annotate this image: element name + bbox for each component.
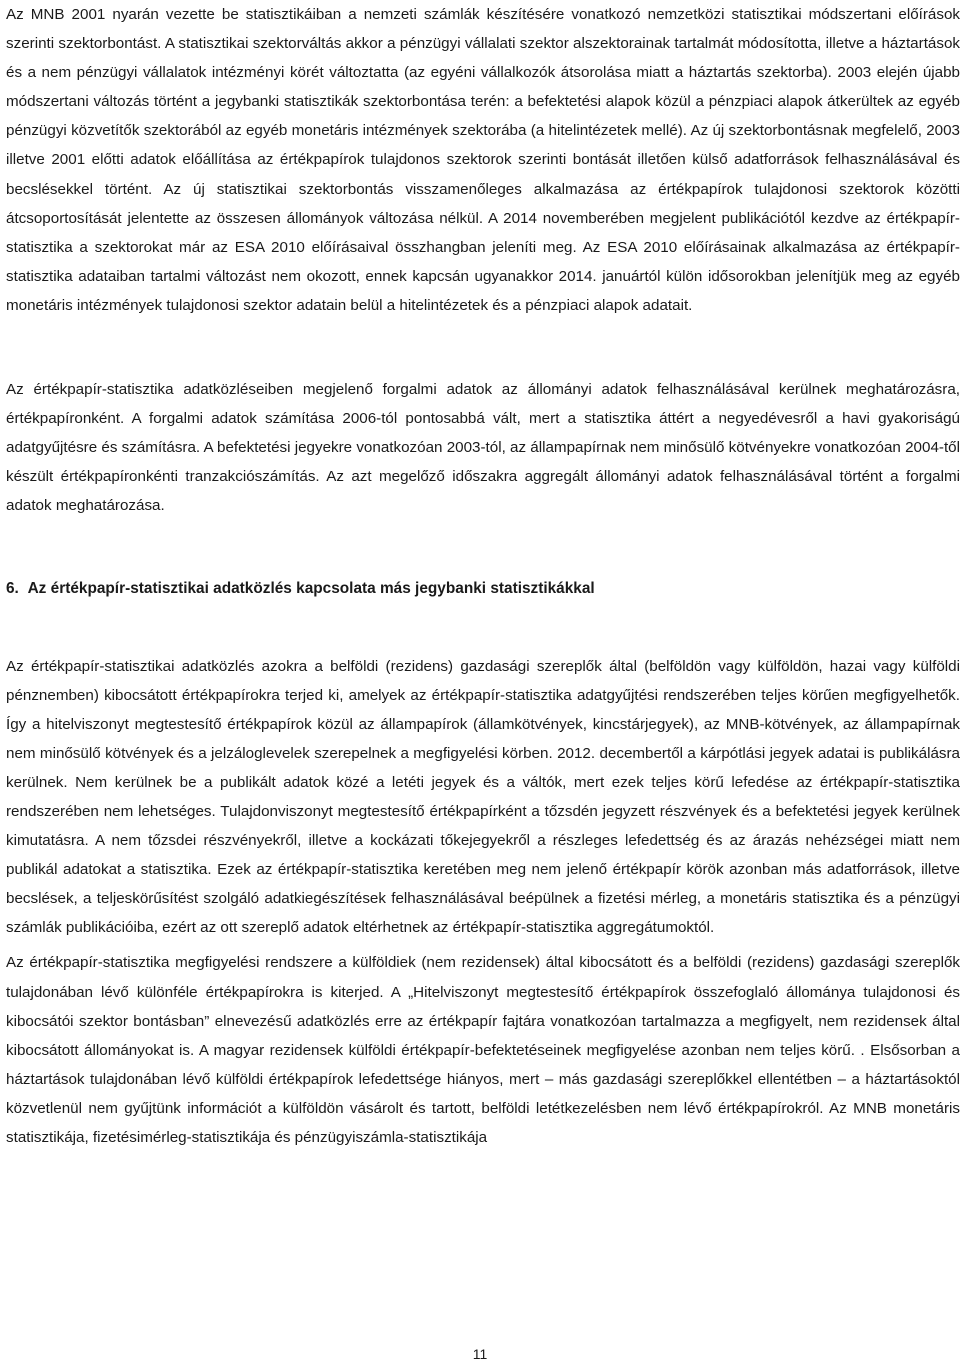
section-heading	[6, 574, 960, 603]
section-number: 6.	[6, 579, 19, 597]
section-title: Az értékpapír-statisztikai adatközlés kapcsolata más jegybanki statisztikákkal	[27, 579, 595, 597]
paragraph-sector-classification: Az MNB 2001 nyarán vezette be statisztikáiban a nemzeti számlák készítésére vonatkozó nemzetközi statisztikai módszertani előírások szerinti szektorbontást. A statisztikai szektorváltás akkor a pénzügyi vállalati szektor alszektorainak tartalmát módosította, illetve a háztartások és a nem pénzügyi vállalatok intézményi körét változtatta (az egyéni vállalkozók átsorolása miatt a háztartás szektorba). 2003 elején újabb módszertani változás történt a jegybanki statisztikák szektorbontása terén: a befektetési alapok közül a pénzpiaci alapok átkerültek az egyéb pénzügyi közvetítők szektorából az egyéb monetáris intézmények szektorába (a hitelintézetek mellé). Az új szektorbontásnak megfelelő, 2003 illetve 2001 előtti adatok előállítása az értékpapírok tulajdonos szektorok szerinti bontását illetően külső adatforrások felhasználásával és becslésekkel történt. Az új statisztikai szektorbontás visszamenőleges alkalmazása az értékpapírok tulajdonosi szektorok közötti átcsoportosítását jelentette az összesen állományok változása nélkül. A 2014 novemberében megjelent publikációtól kezdve az értékpapír-statisztika a szektorokat már az ESA 2010 előírásaival összhangban jeleníti meg. Az ESA 2010 előírásainak alkalmazása az értékpapír-statisztika adataiban tartalmi változást nem okozott, ennek kapcsán ugyanakkor 2014. januártól külön idősorokban jelenítjük meg az egyéb monetáris intézmények tulajdonosi szektor adatain belül a hitelintézetek és a pénzpiaci alapok adatait.	[6, 6, 960, 314]
page-number: 11	[472, 1346, 488, 1362]
document-page	[6, 0, 960, 1152]
paragraph-flow-data: Az értékpapír-statisztika adatközléseiben megjelenő forgalmi adatok az állományi adatok felhasználásával kerülnek meghatározásra, értékpapíronként. A forgalmi adatok számítása 2006-tól pontosabbá vált, mert a statisztika áttért a negyedévesről a havi gyakoriságú adatgyűjtésre és számításra. A befektetési jegyekre vonatkozóan 2003-tól, az állampapírnak nem minősülő kötvényekre vonatkozóan 2004-től készült értékpapíronkénti tranzakciószámítás. Az azt megelőző időszakra aggregált állományi adatok felhasználásával történt a forgalmi adatok meghatározása.	[6, 381, 960, 515]
paragraph-foreign-securities: Az értékpapír-statisztika megfigyelési rendszere a külföldiek (nem rezidensek) által kibocsátott és a belföldi (rezidens) gazdasági szereplők tulajdonában lévő különféle értékpapírokra is kiterjed. A „Hitelviszonyt megtestesítő értékpapírok összefoglaló állománya tulajdonosi és kibocsátói szektor bontásban” elnevezésű adatközlés erre az értékpapír fajtára vonatkozóan tartalmazza a megfigyelt, nem rezidensek által kibocsátott állományokat is. A magyar rezidensek külföldi értékpapír-befektetéseinek megfigyelése azonban nem teljes körű. . Elsősorban a háztartások tulajdonában lévő külföldi értékpapírok lefedettsége hiányos, mert – más gazdasági szereplőkkel ellentétben – a háztartásoktól közvetlenül nem gyűjtünk információt a külföldön vásárolt és tartott, belföldi letétkezelésben nem lévő értékpapírokról. Az MNB monetáris statisztikája, fizetésimérleg-statisztikája és pénzügyiszámla-statisztikája	[6, 954, 960, 1146]
paragraph-coverage: Az értékpapír-statisztikai adatközlés azokra a belföldi (rezidens) gazdasági szereplők által (belföldön vagy külföldön, hazai vagy külföldi pénznemben) kibocsátott értékpapírokra terjed ki, amelyek az értékpapír-statisztika adatgyűjtési rendszerében teljes körűen megfigyelhetők. Így a hitelviszonyt megtestesítő értékpapírok közül az állampapírok (államkötvények, kincstárjegyek), az MNB-kötvények, az állampapírnak nem minősülő kötvények és a jelzáloglevelek szerepelnek a megfigyelési körben. 2012. decembertől a kárpótlási jegyek adatai is publikálásra kerülnek. Nem kerülnek be a publikált adatok közé a letéti jegyek és a váltók, mert ezek teljes körű lefedése az értékpapír-statisztika rendszerében nem lehetséges. Tulajdonviszonyt megtestesítő értékpapírként a tőzsdén jegyzett részvények és a befektetési jegyek kerülnek kimutatásra. A nem tőzsdei részvényekről, illetve a kockázati tőkejegyekről a részleges lefedettség és az árazás nehézségei miatt nem publikál adatokat a statisztika. Ezek az értékpapír-statisztika keretében meg nem jelenő értékpapír körök azonban más adatforrások, illetve becslések, a teljeskörűsítést szolgáló adatkiegészítések felhasználásával beépülnek a fizetési mérleg, a monetáris statisztika és a pénzügyi számlák publikációiba, ezért az ott szereplő adatok eltérhetnek az értékpapír-statisztika aggregátumoktól.	[6, 657, 960, 937]
